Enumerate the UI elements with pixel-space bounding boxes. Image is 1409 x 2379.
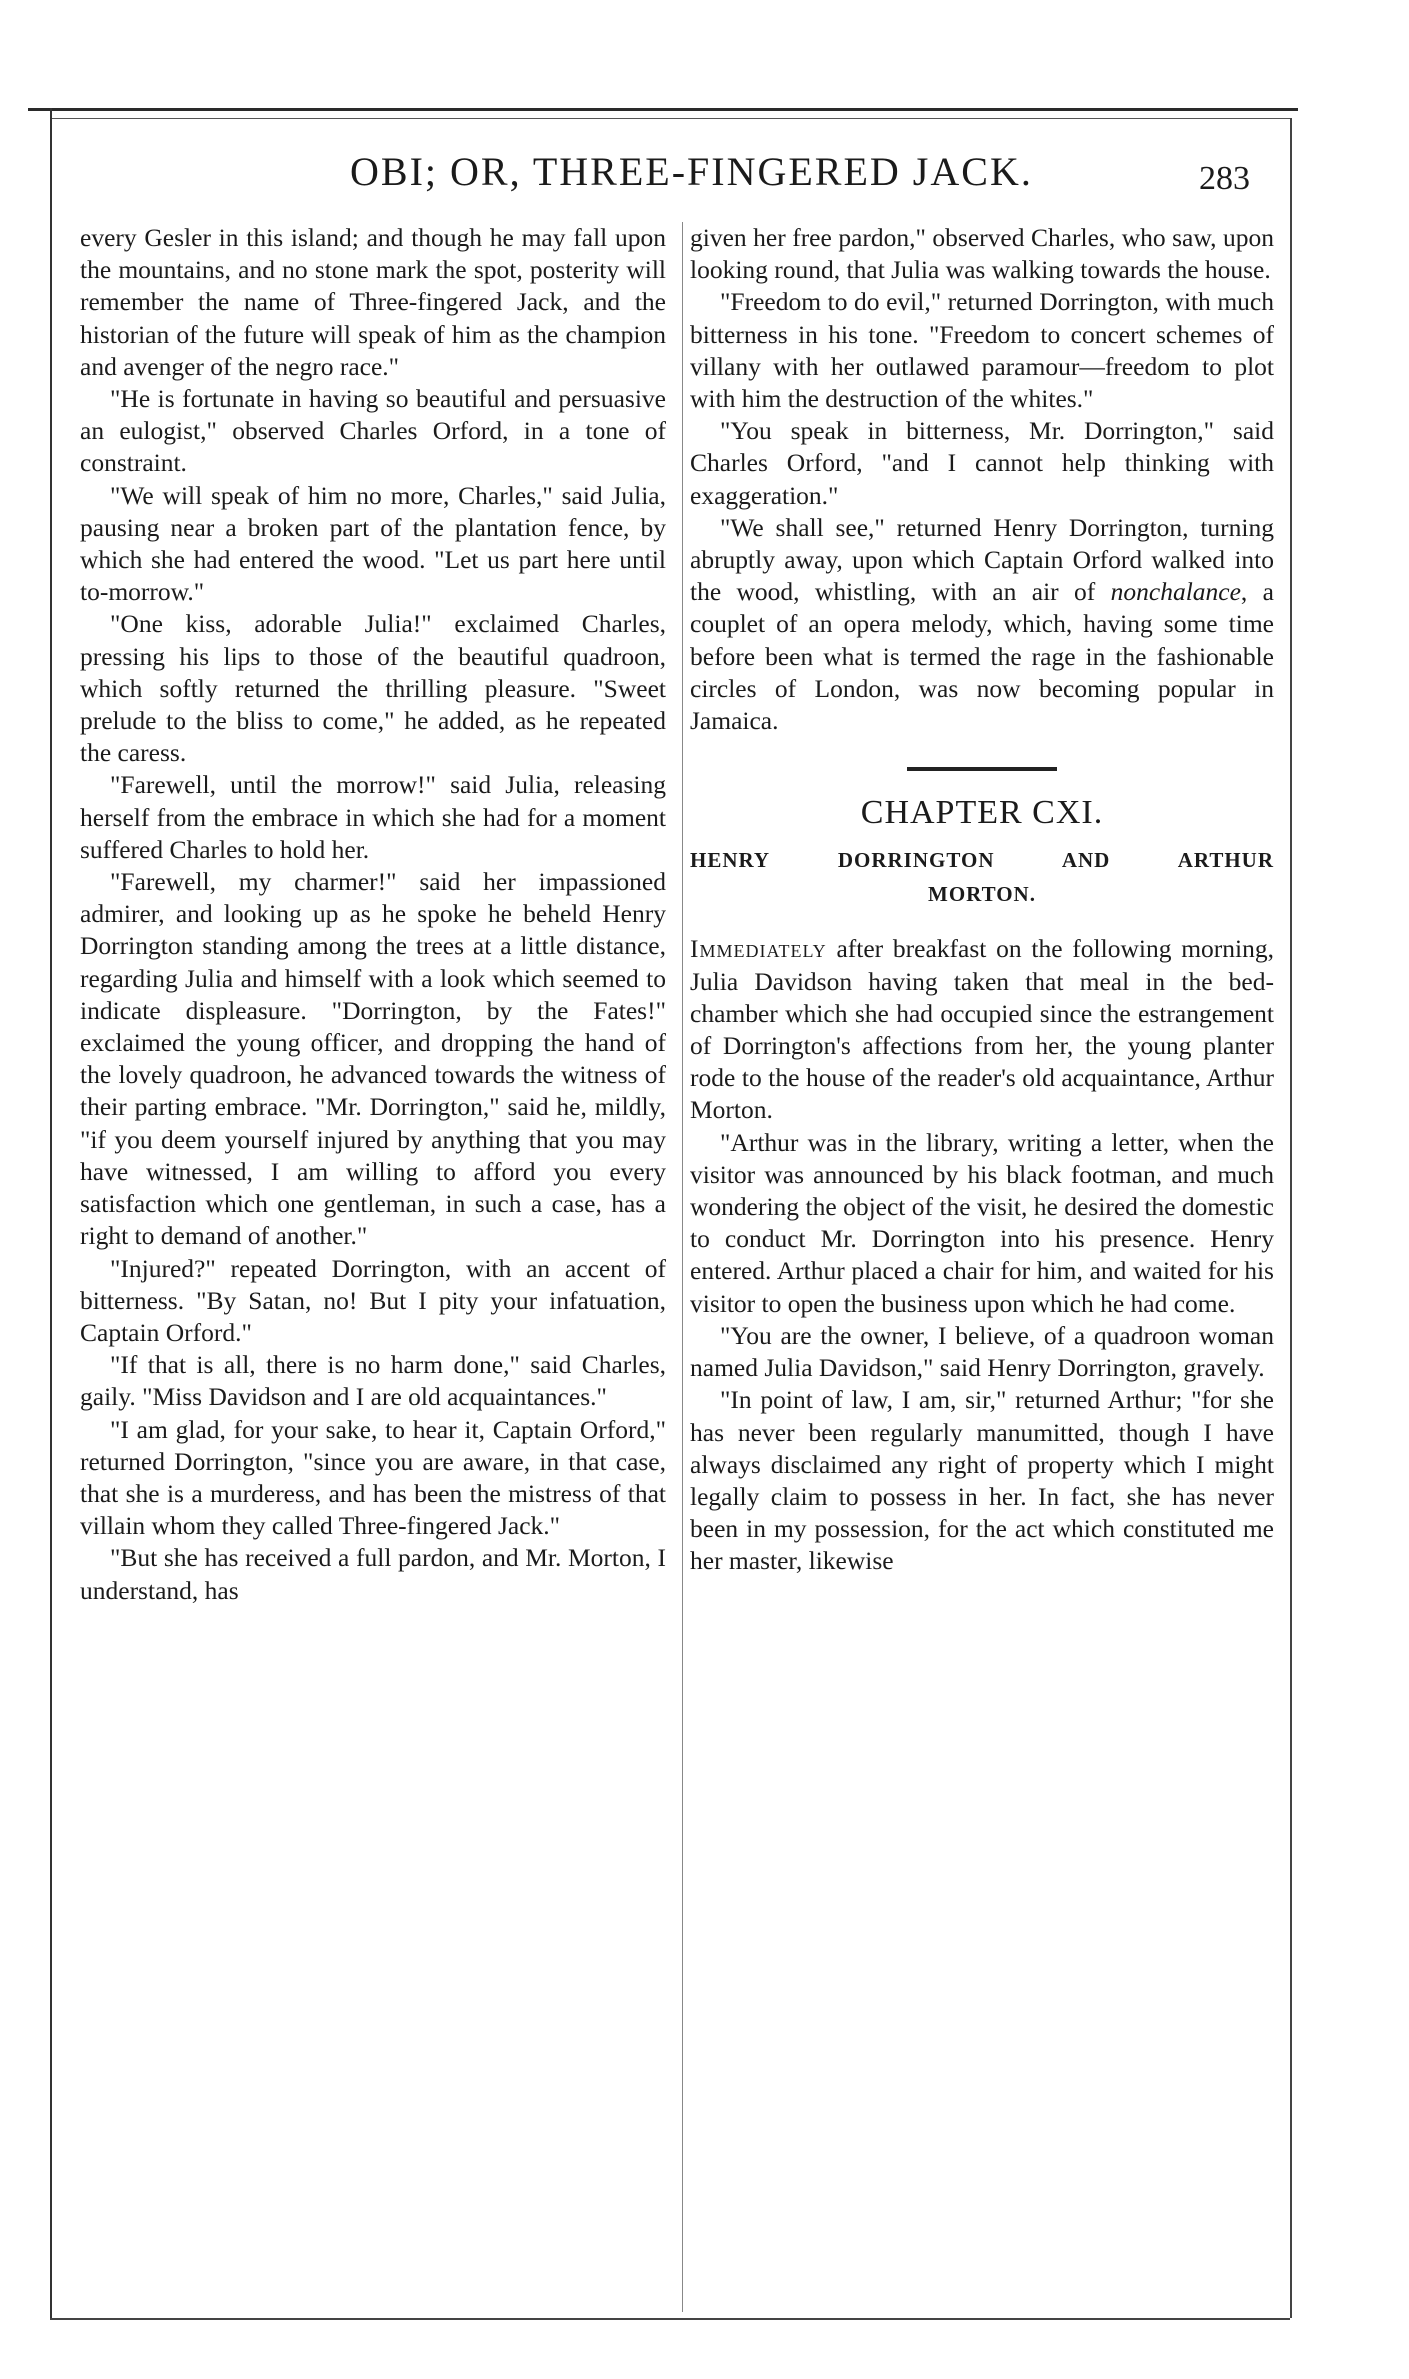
page-header <box>60 148 1280 208</box>
paragraph: "We will speak of him no more, Charles," said Julia, pausing near a broken part of the plantation fence, by which she had entered the wood. "Let us part here until to-morrow." <box>80 480 666 607</box>
chapter-subtitle <box>690 843 1274 911</box>
paragraph: "I am glad, for your sake, to hear it, Captain Orford," returned Dorrington, "since you are aware, in that case, that she is a murderess, and has been the mistress of that villain whom they called Three-fingered Jack." <box>80 1414 666 1541</box>
paragraph: "Injured?" repeated Dorrington, with an accent of bitterness. "By Satan, no! But I pity your infatuation, Captain Orford." <box>80 1253 666 1347</box>
chapter-subtitle-line: MORTON. <box>928 882 1036 907</box>
right-border-rule <box>1290 118 1292 2318</box>
top-border-rule <box>28 108 1298 111</box>
paragraph: "But she has received a full pardon, and Mr. Morton, I understand, has <box>80 1543 666 1605</box>
text-run: "We shall see," returned Henry Dorrington, turning abruptly away, upon which Captain Orford walked into the wood, whistling, with an air of <box>690 512 1274 607</box>
paragraph: every Gesler in this island; and though he may fall upon the mountains, and no stone mark the spot, posterity will remember the name of Three-fingered Jack, and the historian of the future will speak of him as the champion and avenger of the negro race." <box>80 223 666 381</box>
paragraph <box>690 512 1274 737</box>
page-number: 283 <box>1199 160 1250 197</box>
top-inner-rule <box>50 118 1290 119</box>
paragraph: "Farewell, my charmer!" said her impassioned admirer, and looking up as he spoke he beheld Henry Dorrington standing among the trees at a little distance, regarding Julia and himself with a look which seemed to indicate displeasure. "Dorrington, by the Fates!" exclaimed the young officer, and dropping the hand of the lovely quadroon, he advanced towards the witness of their parting embrace. "Mr. Dorrington," said he, mildly, "if you deem yourself injured by anything that you may have witnessed, I am willing to afford you every satisfaction which one gentleman, in such a case, has a right to demand of another." <box>80 867 666 1251</box>
chapter-subtitle-line: HENRY DORRINGTON AND ARTHUR <box>690 848 1274 873</box>
right-column <box>690 222 1274 1578</box>
paragraph: "In point of law, I am, sir," returned Arthur; "for she has never been regularly manumitted, though I have always disclaimed any right of property which I might legally claim to possess in her. In fact, she has never been in my possession, for the act which constituted me her master, likewise <box>690 1385 1274 1576</box>
left-column <box>80 222 666 1607</box>
paragraph: "Freedom to do evil," returned Dorrington, with much bitterness in his tone. "Freedom to concert schemes of villany with her outlawed paramour—freedom to plot with him the destruction of the whites." <box>690 287 1274 414</box>
italic-word: nonchalance <box>1110 577 1241 607</box>
column-divider <box>682 222 683 2312</box>
chapter-title: CHAPTER CXI. <box>860 794 1104 832</box>
text-run: , a couplet of an opera melody, which, having some time before been what is termed the rage in the fashionable circles of London, was now becoming popular in Jamaica. <box>690 577 1274 736</box>
paragraph: "Farewell, until the morrow!" said Julia, releasing herself from the embrace in which she had for a moment suffered Charles to hold her. <box>80 770 666 864</box>
left-border-rule <box>50 108 52 2318</box>
running-title: OBI; OR, THREE-FINGERED JACK. <box>350 149 1033 194</box>
paragraph: "You speak in bitterness, Mr. Dorrington," said Charles Orford, "and I cannot help thinking with exaggeration." <box>690 416 1274 510</box>
chapter-opening-paragraph <box>690 933 1274 1126</box>
paragraph: "One kiss, adorable Julia!" exclaimed Charles, pressing his lips to those of the beautiful quadroon, which softly returned the thrilling pleasure. "Sweet prelude to the bliss to come," he added, as he repeated the caress. <box>80 609 666 768</box>
paragraph: given her free pardon," observed Charles, who saw, upon looking round, that Julia was walking towards the house. <box>690 223 1274 285</box>
paragraph: "You are the owner, I believe, of a quadroon woman named Julia Davidson," said Henry Dorrington, gravely. <box>690 1320 1274 1383</box>
paragraph: "Arthur was in the library, writing a letter, when the visitor was announced by his black footman, and much wondering the object of the visit, he desired the domestic to conduct Mr. Dorrington into his presence. Henry entered. Arthur placed a chair for him, and waited for his visitor to open the business upon which he had come. <box>690 1127 1274 1318</box>
paragraph: "He is fortunate in having so beautiful and persuasive an eulogist," observed Charles Orford, in a tone of constraint. <box>80 384 666 478</box>
bottom-border-rule <box>50 2318 1290 2320</box>
text-run: after breakfast on the following morning, Julia Davidson having taken that meal in the bed-chamber which she had occupied since the estrangement of Dorrington's affections from her, the young planter rode to the house of the reader's old acquaintance, Arthur Morton. <box>690 934 1274 1125</box>
paragraph: "If that is all, there is no harm done," said Charles, gaily. "Miss Davidson and I are old acquaintances." <box>80 1350 666 1412</box>
section-separator <box>907 767 1057 771</box>
lead-word: Immediately <box>690 934 827 964</box>
